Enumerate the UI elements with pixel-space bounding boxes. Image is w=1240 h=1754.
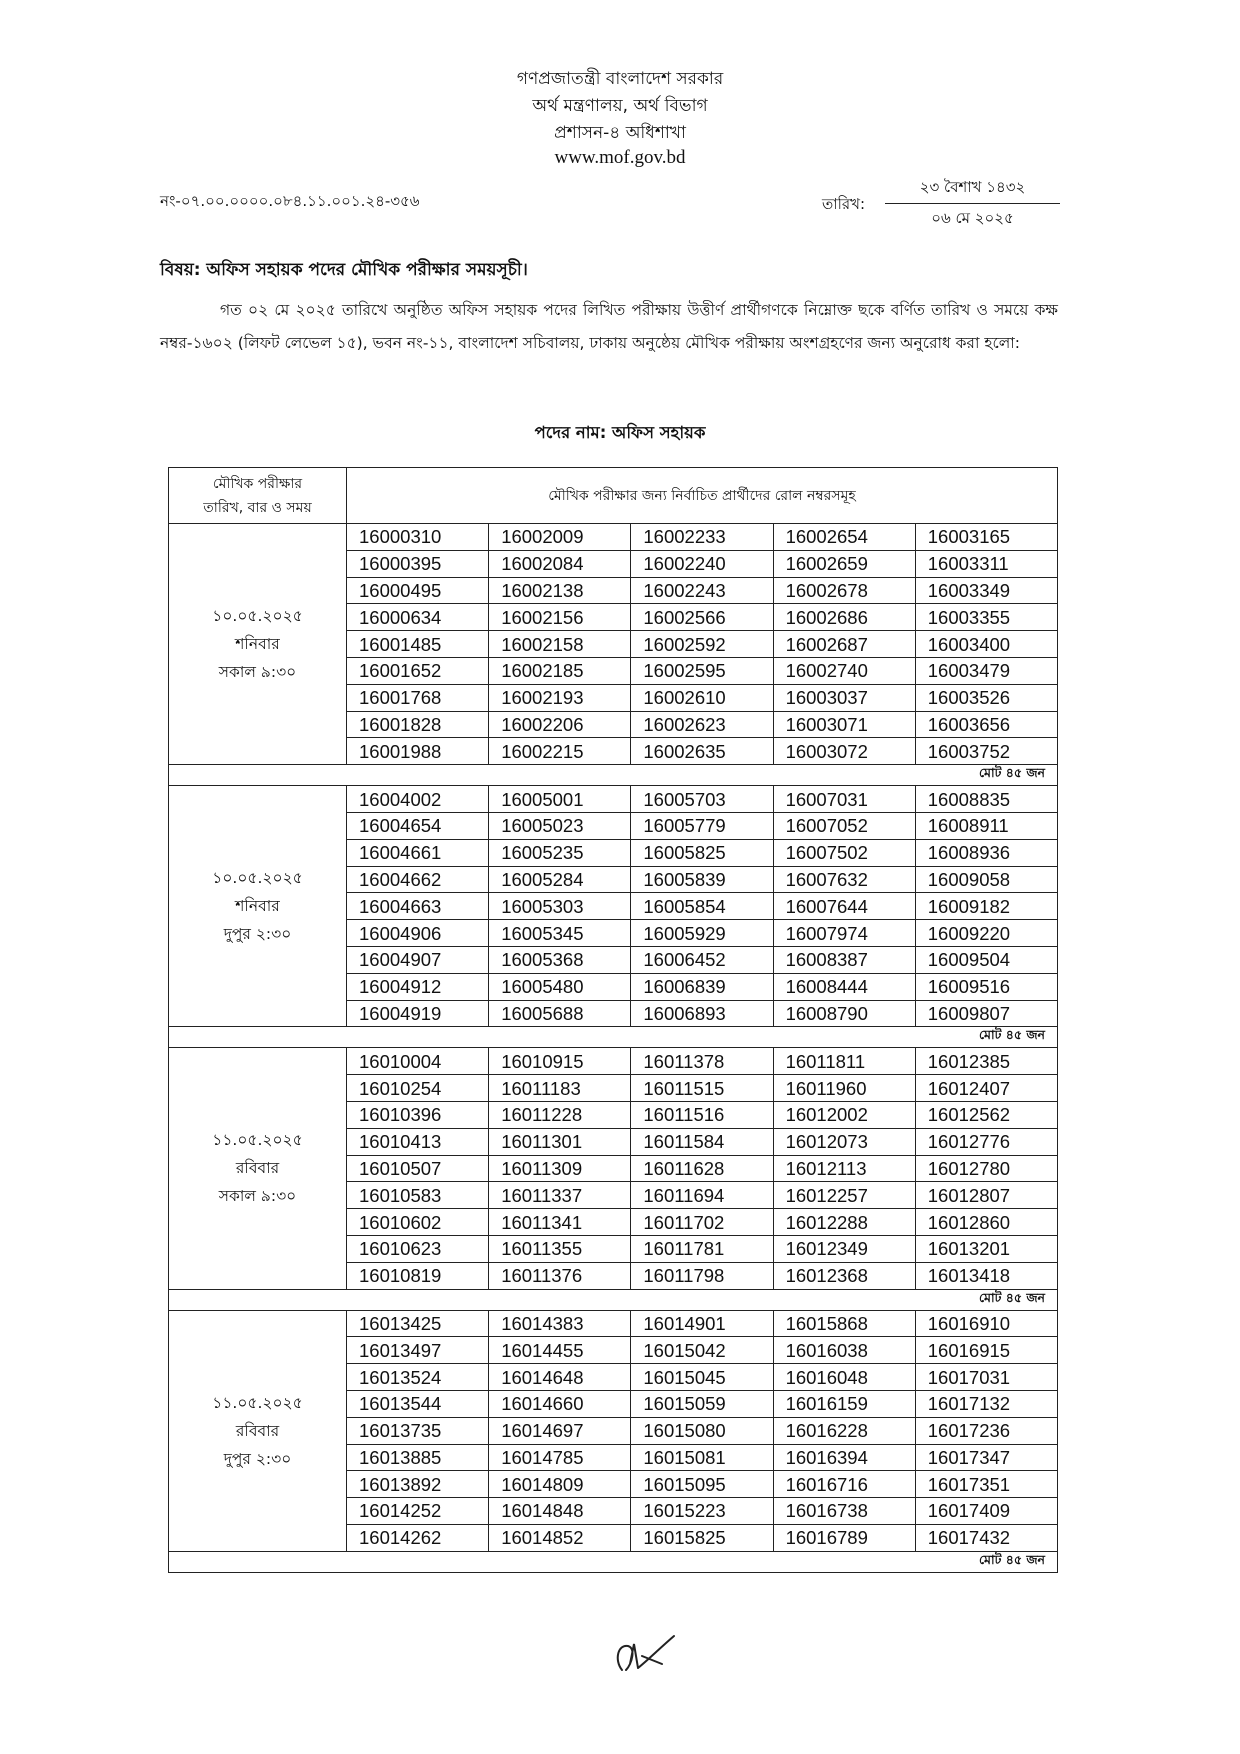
roll-number: 16011301 (489, 1128, 631, 1155)
roll-number: 16003656 (915, 711, 1057, 738)
roll-number: 16002635 (631, 738, 773, 765)
roll-number: 16011376 (489, 1262, 631, 1289)
roll-number: 16011183 (489, 1075, 631, 1102)
roll-number: 16012776 (915, 1128, 1057, 1155)
roll-number: 16010602 (347, 1209, 489, 1236)
roll-number: 16002740 (773, 657, 915, 684)
roll-number: 16002654 (773, 524, 915, 551)
roll-number: 16004661 (347, 839, 489, 866)
roll-number: 16011378 (631, 1048, 773, 1075)
body-paragraph: গত ০২ মে ২০২৫ তারিখে অনুষ্ঠিত অফিস সহায়ক পদের লিখিত পরীক্ষায় উত্তীর্ণ প্রার্থীগণকে নিম্নোক্ত ছকে বর্ণিত তারিখ ও সময়ে কক্ষ নম্বর-১৬০২ (লিফট লেভেল ১৫), ভবন নং-১১, বাংলাদেশ সচিবালয়, ঢাকায় অনুষ্ঠেয় মৌখিক পরীক্ষায় অংশগ্রহণের জন্য অনুরোধ করা হলো: (160, 301, 1058, 352)
govt-name: গণপ্রজাতন্ত্রী বাংলাদেশ সরকার (516, 69, 724, 89)
group-total: মোট ৪৫ জন (169, 1027, 1058, 1048)
roll-number: 16002592 (631, 631, 773, 658)
roll-number: 16012780 (915, 1155, 1057, 1182)
exam-slot (169, 524, 347, 765)
roll-number: 16005368 (489, 946, 631, 973)
roll-number: 16005235 (489, 839, 631, 866)
roll-number: 16003037 (773, 684, 915, 711)
roll-number: 16015868 (773, 1310, 915, 1337)
memo-number: নং-০৭.০০.০০০০.০৮৪.১১.০০১.২৪-৩৫৬ (160, 192, 420, 210)
date-divider (885, 203, 1060, 204)
roll-number: 16013735 (347, 1417, 489, 1444)
roll-number: 16017347 (915, 1444, 1057, 1471)
roll-number: 16003355 (915, 604, 1057, 631)
slot-time: সকাল ৯:৩০ (218, 1187, 297, 1206)
roll-number: 16014848 (489, 1498, 631, 1525)
roll-number: 16007052 (773, 812, 915, 839)
roll-number: 16005023 (489, 812, 631, 839)
column-header-line2: তারিখ, বার ও সময় (203, 499, 312, 516)
roll-number: 16005345 (489, 920, 631, 947)
roll-number: 16009058 (915, 866, 1057, 893)
roll-number: 16013892 (347, 1471, 489, 1498)
roll-number: 16003400 (915, 631, 1057, 658)
roll-number: 16015045 (631, 1364, 773, 1391)
roll-number: 16002233 (631, 524, 773, 551)
roll-number: 16012407 (915, 1075, 1057, 1102)
exam-slot (169, 1310, 347, 1551)
roll-number: 16004662 (347, 866, 489, 893)
roll-number: 16011811 (773, 1048, 915, 1075)
roll-number: 16000634 (347, 604, 489, 631)
roll-number: 16014648 (489, 1364, 631, 1391)
roll-number: 16009220 (915, 920, 1057, 947)
roll-number: 16002566 (631, 604, 773, 631)
roll-number: 16003479 (915, 657, 1057, 684)
exam-slot (169, 1048, 347, 1289)
roll-number: 16005929 (631, 920, 773, 947)
roll-number: 16016038 (773, 1337, 915, 1364)
roll-number: 16014852 (489, 1524, 631, 1551)
roll-number: 16015095 (631, 1471, 773, 1498)
slot-date: ১০.০৫.২০২৫ (212, 607, 303, 626)
roll-number: 16010254 (347, 1075, 489, 1102)
roll-number: 16002678 (773, 577, 915, 604)
roll-number: 16002595 (631, 657, 773, 684)
roll-number: 16005854 (631, 893, 773, 920)
roll-number: 16008936 (915, 839, 1057, 866)
roll-number: 16005779 (631, 812, 773, 839)
roll-number: 16012368 (773, 1262, 915, 1289)
roll-number: 16013524 (347, 1364, 489, 1391)
roll-number: 16002243 (631, 577, 773, 604)
schedule-table (168, 467, 1058, 1573)
roll-number: 16002623 (631, 711, 773, 738)
roll-number: 16017132 (915, 1390, 1057, 1417)
roll-number: 16015223 (631, 1498, 773, 1525)
roll-number: 16003349 (915, 577, 1057, 604)
roll-number: 16011309 (489, 1155, 631, 1182)
roll-number: 16014262 (347, 1524, 489, 1551)
slot-day: শনিবার (235, 897, 280, 916)
roll-number: 16001485 (347, 631, 489, 658)
roll-number: 16012288 (773, 1209, 915, 1236)
roll-number: 16006839 (631, 973, 773, 1000)
roll-number: 16001768 (347, 684, 489, 711)
roll-number: 16011228 (489, 1101, 631, 1128)
roll-number: 16005703 (631, 786, 773, 813)
branch-name: প্রশাসন-৪ অধিশাখা (554, 123, 686, 143)
roll-number: 16005688 (489, 1000, 631, 1027)
schedule-body (169, 524, 1058, 1573)
table-row (169, 524, 1058, 551)
roll-number: 16016394 (773, 1444, 915, 1471)
total-row (169, 1289, 1058, 1310)
roll-number: 16001988 (347, 738, 489, 765)
roll-number: 16003071 (773, 711, 915, 738)
roll-number: 16002240 (631, 550, 773, 577)
roll-number: 16014455 (489, 1337, 631, 1364)
roll-number: 16011781 (631, 1235, 773, 1262)
roll-number: 16006452 (631, 946, 773, 973)
roll-number: 16011341 (489, 1209, 631, 1236)
table-row (169, 1310, 1058, 1337)
roll-number: 16011702 (631, 1209, 773, 1236)
roll-number: 16003072 (773, 738, 915, 765)
roll-number: 16008911 (915, 812, 1057, 839)
roll-number: 16002009 (489, 524, 631, 551)
roll-number: 16009807 (915, 1000, 1057, 1027)
roll-number: 16001828 (347, 711, 489, 738)
roll-number: 16000495 (347, 577, 489, 604)
total-row (169, 765, 1058, 786)
column-header-roll-numbers: মৌখিক পরীক্ষার জন্য নির্বাচিত প্রার্থীদের রোল নম্বরসমূহ (347, 468, 1058, 524)
roll-number: 16015080 (631, 1417, 773, 1444)
slot-time: দুপুর ২:৩০ (223, 1449, 292, 1468)
roll-number: 16002084 (489, 550, 631, 577)
roll-number: 16002215 (489, 738, 631, 765)
roll-number: 16002610 (631, 684, 773, 711)
post-title: পদের নাম: অফিস সহায়ক (534, 423, 706, 442)
roll-number: 16003311 (915, 550, 1057, 577)
roll-number: 16012073 (773, 1128, 915, 1155)
date-label: তারিখ: (822, 195, 866, 213)
roll-number: 16014809 (489, 1471, 631, 1498)
roll-number: 16003165 (915, 524, 1057, 551)
roll-number: 16003526 (915, 684, 1057, 711)
website-url: www.mof.gov.bd (554, 147, 686, 168)
roll-number: 16013544 (347, 1390, 489, 1417)
subject-line: বিষয়: অফিস সহায়ক পদের মৌখিক পরীক্ষার সময়সূচী। (160, 260, 528, 280)
roll-number: 16004906 (347, 920, 489, 947)
roll-number: 16005839 (631, 866, 773, 893)
group-total: মোট ৪৫ জন (169, 765, 1058, 786)
table-row (169, 1048, 1058, 1075)
roll-number: 16014901 (631, 1310, 773, 1337)
roll-number: 16015825 (631, 1524, 773, 1551)
roll-number: 16011515 (631, 1075, 773, 1102)
roll-number: 16015081 (631, 1444, 773, 1471)
roll-number: 16010004 (347, 1048, 489, 1075)
roll-number: 16004907 (347, 946, 489, 973)
roll-number: 16011355 (489, 1235, 631, 1262)
roll-number: 16007031 (773, 786, 915, 813)
roll-number: 16004919 (347, 1000, 489, 1027)
roll-number: 16016048 (773, 1364, 915, 1391)
roll-number: 16011960 (773, 1075, 915, 1102)
slot-time: দুপুর ২:৩০ (223, 925, 292, 944)
roll-number: 16011798 (631, 1262, 773, 1289)
roll-number: 16016159 (773, 1390, 915, 1417)
roll-number: 16002687 (773, 631, 915, 658)
roll-number: 16006893 (631, 1000, 773, 1027)
roll-number: 16013201 (915, 1235, 1057, 1262)
roll-number: 16012349 (773, 1235, 915, 1262)
group-total: মোট ৪৫ জন (169, 1289, 1058, 1310)
roll-number: 16002185 (489, 657, 631, 684)
roll-number: 16015059 (631, 1390, 773, 1417)
roll-number: 16005480 (489, 973, 631, 1000)
slot-day: রবিবার (235, 1159, 280, 1178)
roll-number: 16008387 (773, 946, 915, 973)
roll-number: 16013885 (347, 1444, 489, 1471)
slot-date: ১১.০৫.২০২৫ (212, 1393, 303, 1412)
roll-number: 16011516 (631, 1101, 773, 1128)
roll-number: 16007502 (773, 839, 915, 866)
table-header-row (169, 468, 1058, 524)
roll-number: 16002156 (489, 604, 631, 631)
table-row (169, 786, 1058, 813)
roll-number: 16000395 (347, 550, 489, 577)
roll-number: 16012002 (773, 1101, 915, 1128)
date-bangla: ২৩ বৈশাখ ১৪৩২ (919, 178, 1026, 196)
column-header-date-time (169, 468, 347, 524)
roll-number: 16013418 (915, 1262, 1057, 1289)
roll-number: 16009182 (915, 893, 1057, 920)
roll-number: 16002659 (773, 550, 915, 577)
roll-number: 16001652 (347, 657, 489, 684)
roll-number: 16016910 (915, 1310, 1057, 1337)
roll-number: 16014252 (347, 1498, 489, 1525)
roll-number: 16012807 (915, 1182, 1057, 1209)
exam-slot (169, 786, 347, 1027)
roll-number: 16002138 (489, 577, 631, 604)
roll-number: 16016228 (773, 1417, 915, 1444)
roll-number: 16012562 (915, 1101, 1057, 1128)
roll-number: 16012385 (915, 1048, 1057, 1075)
roll-number: 16004912 (347, 973, 489, 1000)
group-total: মোট ৪৫ জন (169, 1551, 1058, 1572)
roll-number: 16013497 (347, 1337, 489, 1364)
roll-number: 16008444 (773, 973, 915, 1000)
signature-mark (608, 1630, 688, 1680)
column-header-line1: মৌখিক পরীক্ষার (212, 475, 303, 492)
roll-number: 16011584 (631, 1128, 773, 1155)
roll-number: 16011628 (631, 1155, 773, 1182)
roll-number: 16005825 (631, 839, 773, 866)
roll-number: 16004654 (347, 812, 489, 839)
roll-number: 16010915 (489, 1048, 631, 1075)
roll-number: 16007974 (773, 920, 915, 947)
roll-number: 16007644 (773, 893, 915, 920)
roll-number: 16004663 (347, 893, 489, 920)
slot-date: ১১.০৫.২০২৫ (212, 1131, 303, 1150)
roll-number: 16017031 (915, 1364, 1057, 1391)
roll-number: 16002193 (489, 684, 631, 711)
roll-number: 16010413 (347, 1128, 489, 1155)
roll-number: 16014785 (489, 1444, 631, 1471)
roll-number: 16010819 (347, 1262, 489, 1289)
roll-number: 16017432 (915, 1524, 1057, 1551)
roll-number: 16014660 (489, 1390, 631, 1417)
roll-number: 16012860 (915, 1209, 1057, 1236)
roll-number: 16010396 (347, 1101, 489, 1128)
roll-number: 16002686 (773, 604, 915, 631)
roll-number: 16002158 (489, 631, 631, 658)
slot-day: রবিবার (235, 1421, 280, 1440)
roll-number: 16002206 (489, 711, 631, 738)
date-english: ০৬ মে ২০২৫ (931, 209, 1014, 227)
roll-number: 16016738 (773, 1498, 915, 1525)
roll-number: 16014383 (489, 1310, 631, 1337)
roll-number: 16007632 (773, 866, 915, 893)
roll-number: 16011337 (489, 1182, 631, 1209)
roll-number: 16011694 (631, 1182, 773, 1209)
roll-number: 16012113 (773, 1155, 915, 1182)
roll-number: 16016716 (773, 1471, 915, 1498)
roll-number: 16009504 (915, 946, 1057, 973)
roll-number: 16005284 (489, 866, 631, 893)
roll-number: 16016789 (773, 1524, 915, 1551)
roll-number: 16008835 (915, 786, 1057, 813)
slot-date: ১০.০৫.২০২৫ (212, 869, 303, 888)
roll-number: 16000310 (347, 524, 489, 551)
roll-number: 16005303 (489, 893, 631, 920)
roll-number: 16015042 (631, 1337, 773, 1364)
roll-number: 16004002 (347, 786, 489, 813)
roll-number: 16005001 (489, 786, 631, 813)
roll-number: 16010507 (347, 1155, 489, 1182)
total-row (169, 1551, 1058, 1572)
roll-number: 16016915 (915, 1337, 1057, 1364)
roll-number: 16003752 (915, 738, 1057, 765)
roll-number: 16014697 (489, 1417, 631, 1444)
roll-number: 16017236 (915, 1417, 1057, 1444)
roll-number: 16010583 (347, 1182, 489, 1209)
roll-number: 16017351 (915, 1471, 1057, 1498)
roll-number: 16009516 (915, 973, 1057, 1000)
total-row (169, 1027, 1058, 1048)
slot-day: শনিবার (235, 635, 280, 654)
roll-number: 16012257 (773, 1182, 915, 1209)
roll-number: 16013425 (347, 1310, 489, 1337)
roll-number: 16008790 (773, 1000, 915, 1027)
roll-number: 16010623 (347, 1235, 489, 1262)
ministry-name: অর্থ মন্ত্রণালয়, অর্থ বিভাগ (532, 96, 708, 116)
slot-time: সকাল ৯:৩০ (218, 663, 297, 682)
roll-number: 16017409 (915, 1498, 1057, 1525)
